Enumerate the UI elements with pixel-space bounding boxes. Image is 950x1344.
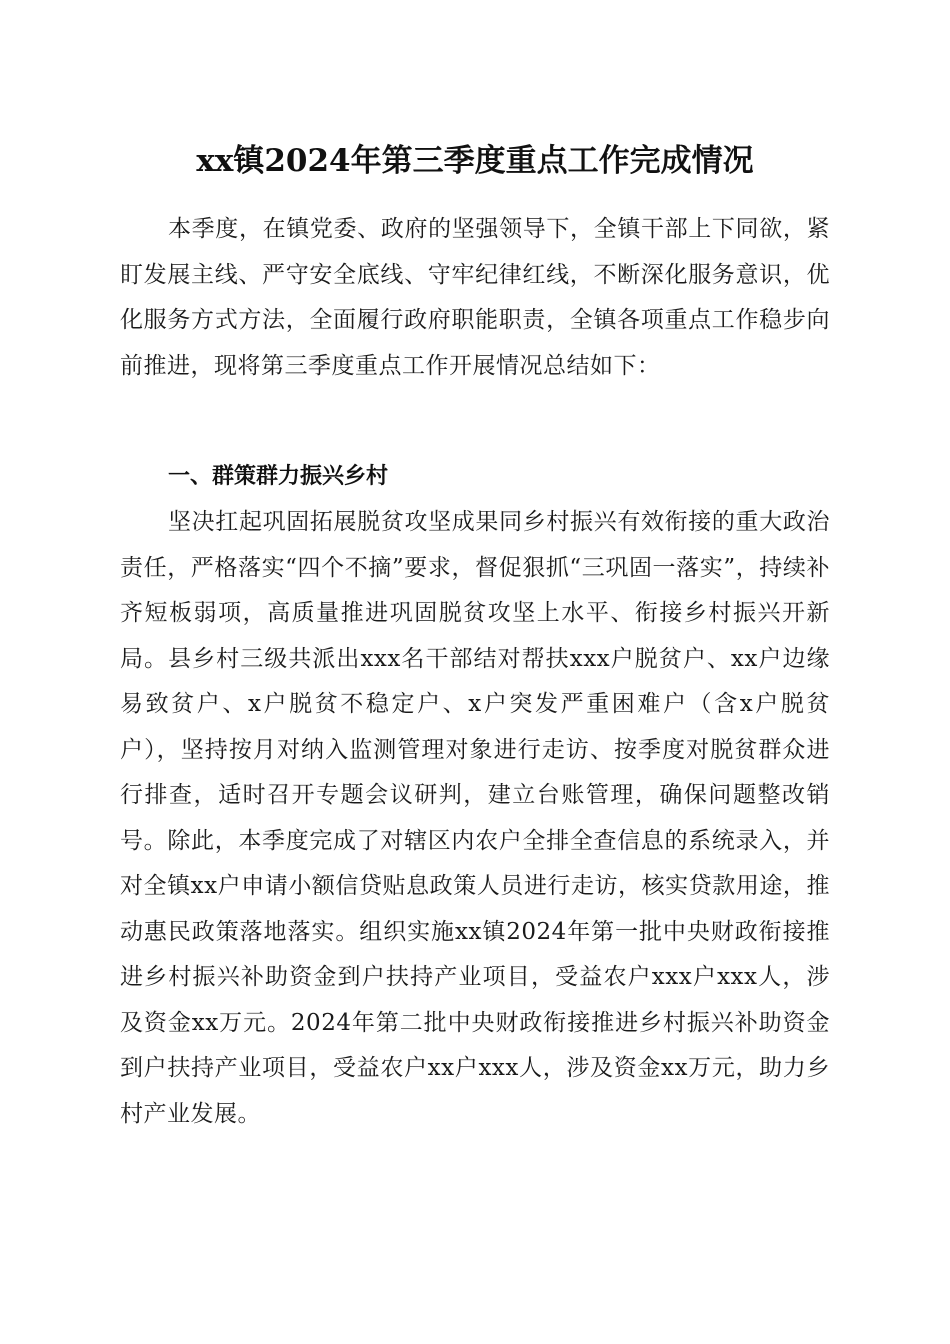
intro-paragraph: 本季度，在镇党委、政府的坚强领导下，全镇干部上下同欲，紧盯发展主线、严守安全底线、守牢纪律红线，不断深化服务意识，优化服务方式方法，全面履行政府职能职责，全镇各项重点工作稳步向前推进，现将第三季度重点工作开展情况总结如下：: [120, 216, 830, 379]
section-paragraph: 坚决扛起巩固拓展脱贫攻坚成果同乡村振兴有效衔接的重大政治责任，严格落实“四个不摘”要求，督促狠抓“三巩固一落实”，持续补齐短板弱项，高质量推进巩固脱贫攻坚上水平、衔接乡村振兴开新局。县乡村三级共派出xxx名干部结对帮扶xxx户脱贫户、xx户边缘易致贫户、x户脱贫不稳定户、x户突发严重困难户（含x户脱贫户），坚持按月对纳入监测管理对象进行走访、按季度对脱贫群众进行排查，适时召开专题会议研判，建立台账管理，确保问题整改销号。除此，本季度完成了对辖区内农户全排全查信息的系统录入，并对全镇xx户申请小额信贷贴息政策人员进行走访，核实贷款用途，推动惠民政策落地落实。组织实施xx镇2024年第一批中央财政衔接推进乡村振兴补助资金到户扶持产业项目，受益农户xxx户xxx人，涉及资金xx万元。2024年第二批中央财政衔接推进乡村振兴补助资金到户扶持产业项目，受益农户xx户xxx人，涉及资金xx万元，助力乡村产业发展。: [120, 509, 830, 1127]
document-title: xx镇2024年第三季度重点工作完成情况: [196, 143, 754, 179]
section-heading: 一、群策群力振兴乡村: [168, 464, 389, 489]
